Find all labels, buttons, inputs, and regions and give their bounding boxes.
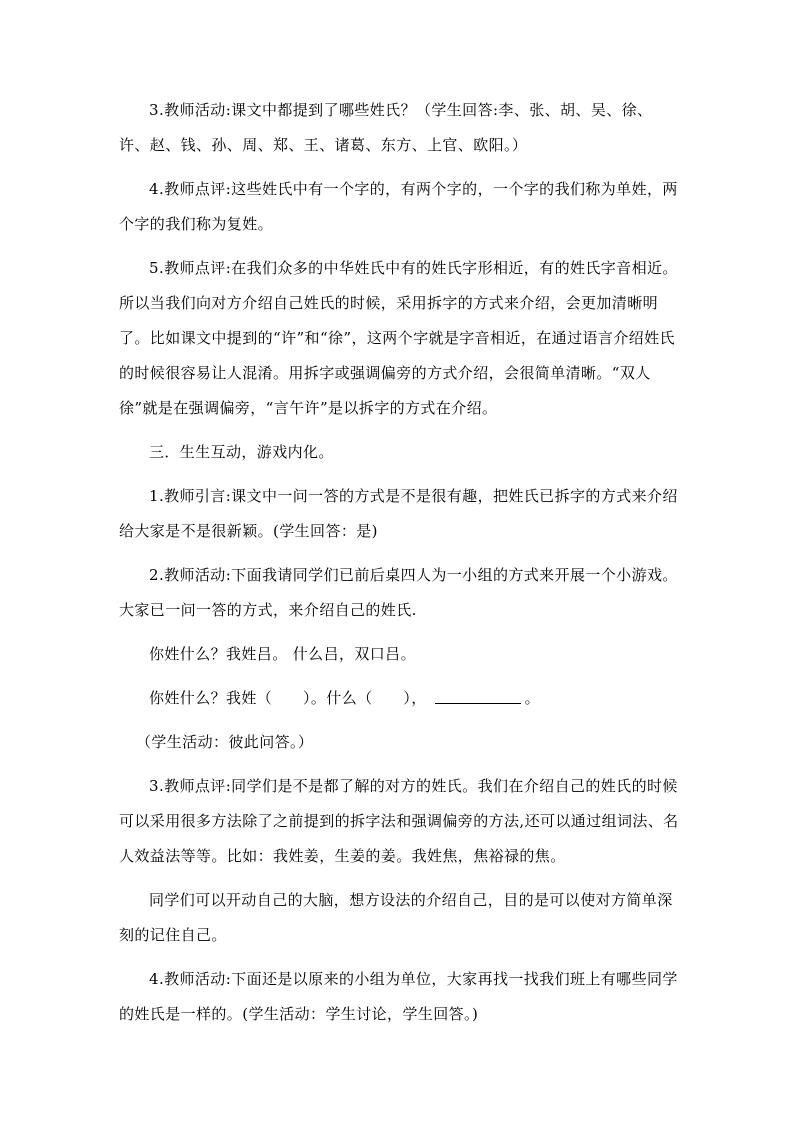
paragraph-teacher-intro: 1.教师引言:课文中一问一答的方式是不是很有趣，把姓氏已拆字的方式来介绍给大家是不是很新颖。(学生回答：是) (119, 487, 678, 540)
fill-in-prompt: 你姓什么？我姓（ ）。什么（ ）， (149, 689, 427, 707)
dialogue-fill-in (119, 681, 679, 716)
paragraph-find-same-surname: 4.教师活动:下面还是以原来的小组为单位，大家再找一找我们班上有哪些同学的姓氏是一样的。(学生活动：学生讨论，学生回答。) (119, 970, 678, 1023)
fill-in-blank-line (435, 689, 521, 704)
paragraph-encourage-students: 同学们可以开动自己的大脑，想方设法的介绍自己，目的是可以使对方简单深刻的记住自己。 (119, 891, 673, 944)
section-heading-interaction: 三．生生互动，游戏内化。 (149, 443, 334, 461)
paragraph-group-game: 2.教师活动:下面我请同学们已前后桌四人为一小组的方式来开展一个小游戏。大家已一问一答的方式，来介绍自己的姓氏. (119, 566, 678, 619)
paragraph-single-double-surname: 4.教师点评:这些姓氏中有一个字的，有两个字的，一个字的我们称为单姓，两个字的我们称为复姓。 (119, 180, 678, 233)
paragraph-split-character-method: 5.教师点评:在我们众多的中华姓氏中有的姓氏字形相近，有的姓氏字音相近。所以当我们向对方介绍自己姓氏的时候，采用拆字的方式来介绍，会更加清晰明了。比如课文中提到的“许”和“徐”，这两个字就是字音相近，在通过语言介绍姓氏的时候很容易让人混淆。用拆字或强调偏旁的方式介绍，会很简单清晰。“双人徐”就是在强调偏旁，“言午许”是以拆字的方式在介绍。 (119, 259, 678, 417)
student-activity-note: （学生活动：彼此问答。） (136, 733, 314, 751)
paragraph-teacher-activity-surnames: 3.教师活动:课文中都提到了哪些姓氏？（学生回答:李、张、胡、吴、徐、许、赵、钱、孙、周、郑、王、诸葛、东方、上官、欧阳。） (119, 101, 653, 154)
dialogue-example: 你姓什么？我姓吕。 什么吕，双口吕。 (149, 645, 416, 663)
fill-in-end: 。 (524, 689, 541, 707)
paragraph-teacher-comment-methods: 3.教师点评:同学们是不是都了解的对方的姓氏。我们在介绍自己的姓氏的时候可以采用很多方法除了之前提到的拆字法和强调偏旁的方法,还可以通过组词法、名人效益法等等。比如：我姓姜，生姜的姜。我姓焦，焦裕禄的焦。 (119, 777, 679, 865)
document-body (119, 93, 679, 1032)
